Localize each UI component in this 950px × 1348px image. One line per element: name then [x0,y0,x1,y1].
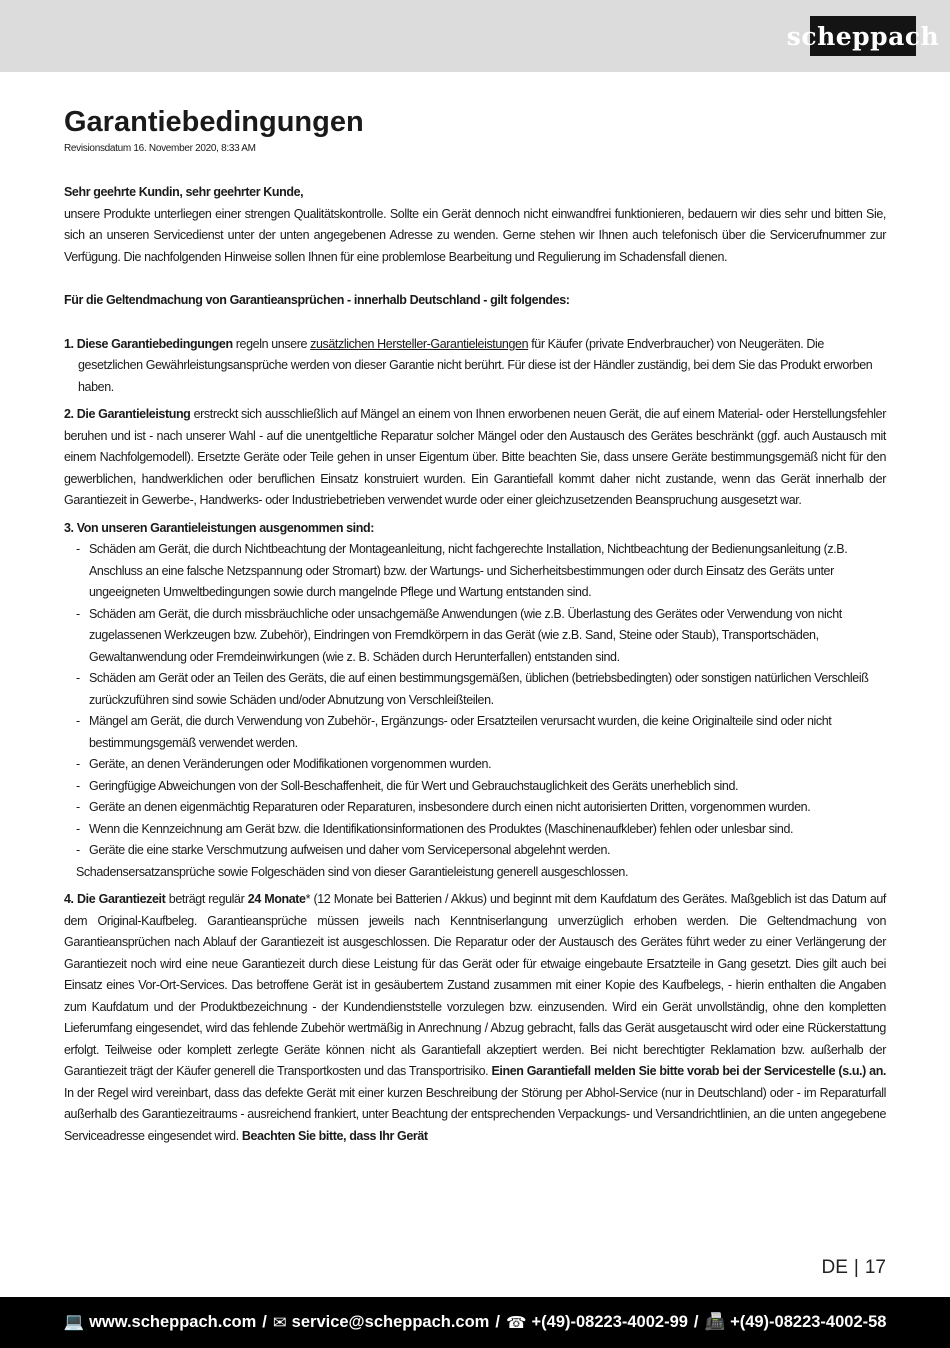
page-number-value: 17 [864,1257,886,1278]
list-item: - Geräte, an denen Veränderungen oder Modifikationen vorgenommen wurden. [76,754,886,776]
section-1-bold: 1. Diese Garantiebedingungen [64,336,233,351]
section-3-heading: 3. Von unseren Garantieleistungen ausgenommen sind: [64,520,374,535]
language-code: DE [821,1257,848,1278]
section-1-text-b: für Käufer (private Endverbraucher) von Neugeräten. Die gesetzlichen Gewährleistungsansprüche werden von dieser Garantie nicht berührt. Für diese ist der Händler zuständig, bei dem Sie das Produkt erworben haben. [78,336,873,394]
section-4-bold-note: Beachten Sie bitte, dass Ihr Gerät [241,1128,428,1143]
section-3-footer: Schadensersatzansprüche sowie Folgeschäden sind von dieser Garantieleistung generell ausgeschlossen. [76,864,629,879]
section-4 [64,889,886,1147]
section-4-bold-months: 24 Monate [247,892,306,906]
section-2 [64,404,886,512]
page-number [822,1257,886,1279]
section-1 [64,334,886,399]
list-item: - Mängel am Gerät, die durch Verwendung von Zubehör-, Ergänzungs- oder Ersatzteilen verursacht wurden, die keine Originalteile sind oder nicht bestimmungsgemäß verwendet werden. [76,711,886,754]
section-4-bold-report: Einen Garantiefall melden Sie bitte vorab bei der Servicestelle (s.u.) an. [491,1064,886,1078]
section-2-bold: 2. Die Garantieleistung [64,407,191,421]
website-link[interactable]: www.scheppach.com [89,1313,257,1331]
fax-number: +(49)-08223-4002-58 [730,1313,887,1331]
list-item: - Geräte die eine starke Verschmutzung aufweisen und daher vom Servicepersonal abgelehnt werden. [76,840,886,862]
list-item: - Schäden am Gerät, die durch missbräuchliche oder unsachgemäße Anwendungen (wie z.B. Überlastung des Gerätes oder Verwendung von nicht zugelassenen Werkzeugen bzw. Zubehör), Eindringen von Fremdkörpern in das Gerät (wie z.B. Sand, Steine oder Staub), Transportschäden, Gewaltanwendung oder Fremdeinwirkungen (wie z. B. Schäden durch Herunterfallen) entstanden sind. [76,604,886,669]
page-separator: | [853,1257,859,1278]
footer-separator: / [262,1313,267,1331]
contact-footer [0,1297,950,1348]
computer-icon: 💻 [63,1313,85,1331]
list-item: - Schäden am Gerät oder an Teilen des Geräts, die auf einen bestimmungsgemäßen, üblichen (betriebsbedingten) oder sonstigen natürlichen Verschleiß zurückzuführen sind sowie Schäden und/oder Abnutzung von Verschleißteilen. [76,668,886,711]
scope-heading: Für die Geltendmachung von Garantieansprüchen - innerhalb Deutschland - gilt folgendes: [64,293,570,307]
footer-separator: / [495,1313,500,1331]
section-4-text-b: * (12 Monate bei Batterien / Akkus) und beginnt mit dem Kaufdatum des Gerätes. Maßgeblich ist das Datum auf dem Original-Kaufbeleg. Garantieansprüche müssen jeweils nach Kenntniserlangung unverzüglich erhoben werden. Die Geltendmachung von Garantieansprüchen nach Ablauf der Garantiezeit ist ausgeschlossen. Die Reparatur oder der Austausch des Gerätes führt weder zu einer Verlängerung der Garantiezeit noch wird eine neue Garantiezeit durch diese Leistung für das Gerät oder für etwaige eingebaute Ersatzteile in Gang gesetzt. Dies gilt auch bei Einsatz eines Vor-Ort-Services. Das betroffene Gerät ist in gesäubertem Zustand zusammen mit einer Kopie des Kaufbelegs, - hierin enthalten die Angaben zum Kaufdatum und der Produktbezeichnung - der Kundendienststelle vorzulegen bzw. einzusenden. Wird ein Gerät unvollständig, ohne den kompletten Lieferumfang eingesendet, wird das fehlende Zubehör wertmäßig in Anrechnung / Abzug gebracht, falls das Gerät ausgetauscht wird oder eine Rückerstattung erfolgt. Teilweise oder komplett zerlegte Geräte können nicht als Garantiefall akzeptiert werden. Bei nicht berechtigter Reklamation bzw. außerhalb der Garantiezeit trägt der Käufer generell die Transportkosten und das Transportrisiko. [64,892,886,1078]
section-2-text: erstreckt sich ausschließlich auf Mängel an einem von Ihnen erworbenen neuen Gerät, die auf einem Material- oder Herstellungsfehler beruhen und ist - nach unserer Wahl - auf die unentgeltliche Reparatur solcher Mängel oder den Austausch des Gerätes beschränkt (ggf. auch Austausch mit einem Nachfolgemodell). Ersetzte Geräte oder Teile gehen in unser Eigentum über. Bitte beachten Sie, dass unsere Geräte bestimmungsgemäß nicht für den gewerblichen, handwerklichen oder beruflichen Einsatz konstruiert wurden. Ein Garantiefall kommt daher nicht zustande, wenn das Gerät innerhalb der Garantiezeit in Gewerbe-, Handwerks- oder Industriebetrieben verwendet wurde oder einer gleichzusetzenden Beanspruchung ausgesetzt war. [64,407,886,507]
section-3 [64,518,886,884]
list-item: - Geräte an denen eigenmächtig Reparaturen oder Reparaturen, insbesondere durch einen nicht autorisierten Dritten, vorgenommen wurden. [76,797,886,819]
section-1-text-a: regeln unsere [232,336,311,351]
greeting: Sehr geehrte Kundin, sehr geehrter Kunde, [64,185,304,199]
section-4-bold-title: 4. Die Garantiezeit [64,892,166,906]
header-bar [0,0,950,72]
footer-separator: / [693,1313,699,1331]
list-item: - Geringfügige Abweichungen von der Soll-Beschaffenheit, die für Wert und Gebrauchstauglichkeit des Geräts unerheblich sind. [76,776,886,798]
mail-icon: ✉ [272,1313,287,1332]
document-body [64,104,886,1147]
list-item: - Wenn die Kennzeichnung am Gerät bzw. die Identifikationsinformationen des Produktes (Maschinenaufkleber) fehlen oder unlesbar sind. [76,819,886,841]
brand-name: scheppach [786,21,940,51]
list-item: - Schäden am Gerät, die durch Nichtbeachtung der Montageanleitung, nicht fachgerechte Installation, Nichtbeachtung der Bedienungsanleitung (z.B. Anschluss an eine falsche Netzspannung oder Stromart) bzw. der Wartungs- und Sicherheitsbestimmungen oder durch Einsatz des Geräts unter ungeeigneten Umweltbedingungen sowie durch mangelnde Pflege und Wartung entstanden sind. [76,539,886,604]
section-4-text-c: In der Regel wird vereinbart, dass das defekte Gerät mit einer kurzen Beschreibung der Störung per Abhol-Service (nur in Deutschland) oder - im Reparaturfall außerhalb des Garantiezeitraums - ausreichend frankiert, unter Beachtung der entsprechenden Verpackungs- und Versandrichtlinien, an die unten angegebene Serviceadresse eingesendet wird. [64,1085,886,1143]
page-title: Garantiebedingungen [64,106,364,138]
phone-icon: ☎ [505,1313,527,1332]
scheppach-logo [786,16,940,56]
intro-paragraph: unsere Produkte unterliegen einer strengen Qualitätskontrolle. Sollte ein Gerät dennoch nicht einwandfrei funktionieren, bedauern wir dies sehr und bitten Sie, sich an unseren Servicedienst unter der unten angegebenen Adresse zu wenden. Gerne stehen wir Ihnen auch telefonisch über die Servicerufnummer zur Verfügung. Die nachfolgenden Hinweise sollen Ihnen für eine problemlose Bearbeitung und Regulierung im Schadensfall dienen. [64,206,886,264]
exclusions-list [64,539,886,862]
phone-number[interactable]: +(49)-08223-4002-99 [531,1313,688,1331]
manufacturer-warranty-link: zusätzlichen Hersteller-Garantieleistungen [310,336,529,351]
email-link[interactable]: service@scheppach.com [291,1313,490,1331]
fax-icon: 📠 [704,1313,726,1331]
section-4-text-a: beträgt regulär [165,892,248,906]
revision-date: Revisionsdatum 16. November 2020, 8:33 AM [64,143,256,154]
